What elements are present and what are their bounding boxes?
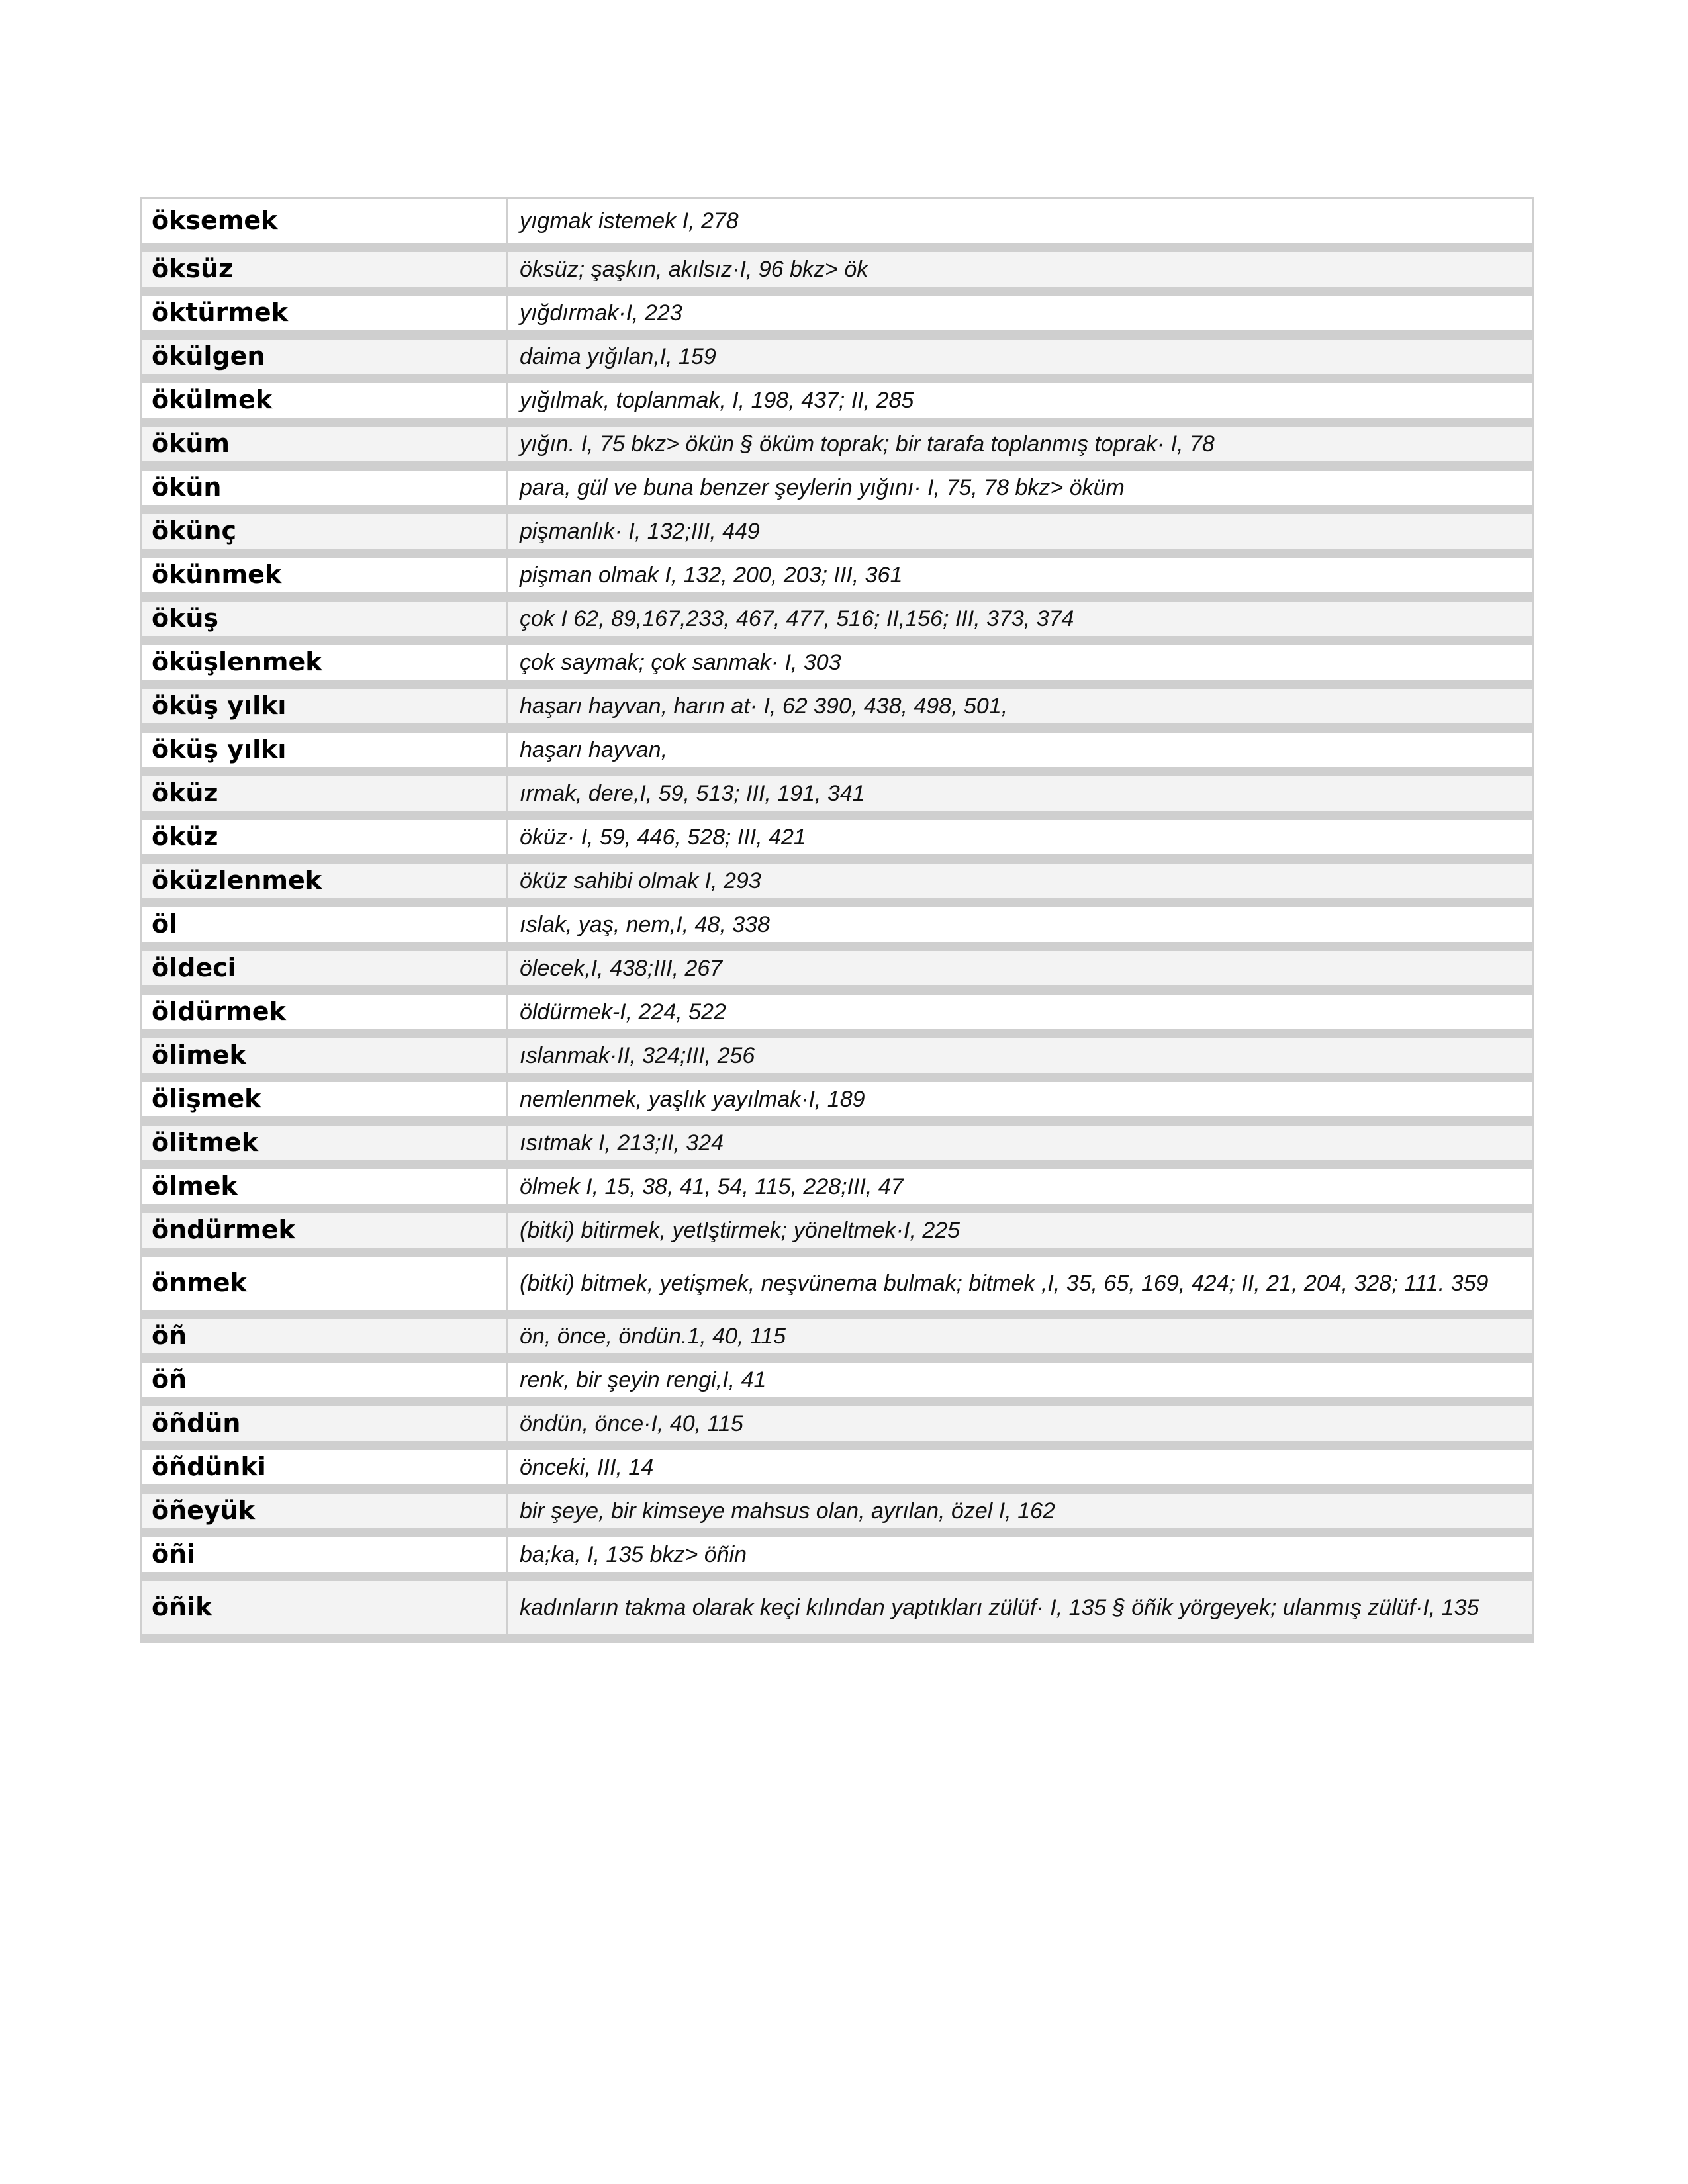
definition-cell: daima yığılan,I, 159 [520,343,716,369]
definition-cell: yığın. I, 75 bkz> ökün § öküm toprak; bir tarafa toplanmış toprak· I, 78 [520,431,1215,457]
definition-cell: çok saymak; çok sanmak· I, 303 [520,649,841,675]
table-row [142,1248,1532,1310]
table-row [142,1397,1532,1441]
table-row [142,1572,1532,1634]
table-row [142,942,1532,985]
definition-cell: ölmek I, 15, 38, 41, 54, 115, 228;III, 47 [520,1173,904,1199]
term-cell: öñi [142,1537,508,1572]
term-cell: önmek [142,1257,508,1310]
dictionary-table [140,197,1534,1643]
term-cell: ökülgen [142,340,508,374]
definition-cell: haşarı hayvan, harın at· I, 62 390, 438, 498, 501, [520,693,1008,719]
definition-cell: çok I 62, 89,167,233, 467, 477, 516; II,156; III, 373, 374 [520,606,1074,631]
table-row [142,1441,1532,1484]
table-row [142,199,1532,243]
definition-cell: ön, önce, öndün.1, 40, 115 [520,1323,786,1349]
table-row [142,549,1532,592]
term-cell: ökün [142,471,508,505]
term-cell: öñ [142,1319,508,1353]
table-row [142,287,1532,330]
term-cell: öñeyük [142,1494,508,1528]
table-row [142,374,1532,418]
table-row [142,330,1532,374]
definition-cell: yığılmak, toplanmak, I, 198, 437; II, 285 [520,387,914,413]
table-row [142,1160,1532,1204]
term-cell: öndürmek [142,1213,508,1248]
term-cell: öküş yılkı [142,733,508,767]
definition-cell: öndün, önce·I, 40, 115 [520,1410,743,1436]
term-cell: öñik [142,1581,508,1634]
table-row [142,243,1532,287]
definition-cell: para, gül ve buna benzer şeylerin yığını· I, 75, 78 bkz> öküm [520,475,1125,500]
definition-cell: bir şeye, bir kimseye mahsus olan, ayrılan, özel I, 162 [520,1498,1055,1524]
definition-cell: önceki, III, 14 [520,1454,654,1480]
table-row [142,811,1532,854]
definition-cell: pişman olmak I, 132, 200, 203; III, 361 [520,562,903,588]
term-cell: ökülmek [142,383,508,418]
term-cell: öldürmek [142,995,508,1029]
table-row [142,636,1532,680]
table-row [142,680,1532,723]
definition-cell: ıslanmak·II, 324;III, 256 [520,1042,755,1068]
term-cell: öküz [142,776,508,811]
table-row [142,592,1532,636]
definition-cell: (bitki) bitmek, yetişmek, neşvünema bulmak; bitmek ,I, 35, 65, 169, 424; II, 21, 204, 328; 111. 359 [520,1270,1489,1296]
definition-cell: ıslak, yaş, nem,I, 48, 338 [520,911,770,937]
term-cell: öksüz [142,252,508,287]
term-cell: öküm [142,427,508,461]
table-row [142,898,1532,942]
term-cell: ökünmek [142,558,508,592]
table-row [142,505,1532,549]
table-row [142,767,1532,811]
definition-cell: (bitki) bitirmek, yetIştirmek; yöneltmek·I, 225 [520,1217,961,1243]
table-row [142,1029,1532,1073]
term-cell: öküşlenmek [142,645,508,680]
term-cell: öksemek [142,199,508,243]
definition-cell: ba;ka, I, 135 bkz> öñin [520,1541,747,1567]
definition-cell: renk, bir şeyin rengi,I, 41 [520,1367,767,1392]
table-row [142,985,1532,1029]
term-cell: öküzlenmek [142,864,508,898]
table-row [142,1204,1532,1248]
definition-cell: öldürmek-I, 224, 522 [520,999,726,1024]
term-cell: öküz [142,820,508,854]
definition-cell: nemlenmek, yaşlık yayılmak·I, 189 [520,1086,865,1112]
definition-cell: yıgmak istemek I, 278 [520,208,739,234]
definition-cell: yığdırmak·I, 223 [520,300,682,326]
term-cell: ölişmek [142,1082,508,1116]
table-row [142,1116,1532,1160]
definition-cell: öksüz; şaşkın, akılsız·I, 96 bkz> ök [520,256,868,282]
term-cell: öktürmek [142,296,508,330]
term-cell: öñdün [142,1406,508,1441]
definition-cell: haşarı hayvan, [520,737,668,762]
term-cell: öl [142,907,508,942]
term-cell: öñdünki [142,1450,508,1484]
table-row [142,1528,1532,1572]
table-row [142,418,1532,461]
table-row [142,1484,1532,1528]
definition-cell: ısıtmak I, 213;II, 324 [520,1130,724,1156]
term-cell: öküş [142,602,508,636]
table-row [142,461,1532,505]
table-row [142,723,1532,767]
term-cell: ölmek [142,1169,508,1204]
term-cell: ölimek [142,1038,508,1073]
definition-cell: pişmanlık· I, 132;III, 449 [520,518,760,544]
table-row [142,1353,1532,1397]
table-row [142,854,1532,898]
term-cell: ökünç [142,514,508,549]
term-cell: ölitmek [142,1126,508,1160]
definition-cell: öküz· I, 59, 446, 528; III, 421 [520,824,806,850]
term-cell: öküş yılkı [142,689,508,723]
term-cell: öñ [142,1363,508,1397]
definition-cell: kadınların takma olarak keçi kılından yaptıkları zülüf· I, 135 § öñik yörgeyek; ulanmış zülüf·I, 135 [520,1594,1479,1620]
table-row [142,1310,1532,1353]
definition-cell: ölecek,I, 438;III, 267 [520,955,723,981]
table-row [142,1073,1532,1116]
term-cell: öldeci [142,951,508,985]
definition-cell: ırmak, dere,I, 59, 513; III, 191, 341 [520,780,865,806]
definition-cell: öküz sahibi olmak I, 293 [520,868,761,893]
